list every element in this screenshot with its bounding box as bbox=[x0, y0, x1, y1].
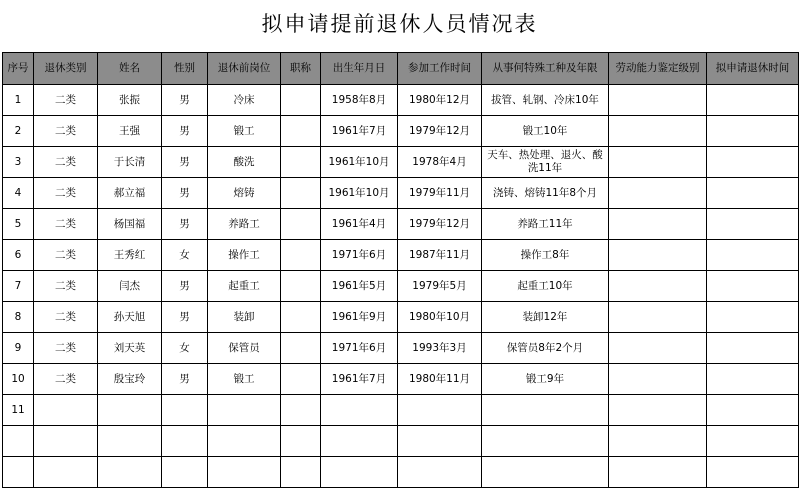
cell-name: 郝立福 bbox=[98, 178, 162, 209]
cell-work-start: 1979年12月 bbox=[398, 116, 482, 147]
table-row bbox=[3, 302, 799, 333]
cell-birth: 1961年10月 bbox=[321, 147, 398, 178]
cell-category: 二类 bbox=[34, 271, 98, 302]
cell-post bbox=[208, 426, 281, 457]
cell-retire-date bbox=[707, 364, 799, 395]
cell-post: 起重工 bbox=[208, 271, 281, 302]
cell-title bbox=[281, 178, 321, 209]
cell-birth bbox=[321, 426, 398, 457]
cell-title bbox=[281, 116, 321, 147]
cell-labor bbox=[609, 178, 707, 209]
cell-work-start bbox=[398, 395, 482, 426]
cell-no: 9 bbox=[3, 333, 34, 364]
cell-category: 二类 bbox=[34, 147, 98, 178]
cell-no: 3 bbox=[3, 147, 34, 178]
cell-retire-date bbox=[707, 209, 799, 240]
cell-special: 操作工8年 bbox=[482, 240, 609, 271]
cell-special: 天车、热处理、退火、酸洗11年 bbox=[482, 147, 609, 178]
cell-retire-date bbox=[707, 395, 799, 426]
cell-category: 二类 bbox=[34, 178, 98, 209]
cell-retire-date bbox=[707, 240, 799, 271]
cell-post: 保管员 bbox=[208, 333, 281, 364]
cell-category: 二类 bbox=[34, 85, 98, 116]
cell-birth: 1961年5月 bbox=[321, 271, 398, 302]
table-row bbox=[3, 147, 799, 178]
col-header-post: 退休前岗位 bbox=[208, 53, 281, 85]
cell-work-start: 1980年11月 bbox=[398, 364, 482, 395]
table-row bbox=[3, 333, 799, 364]
cell-gender: 男 bbox=[162, 85, 208, 116]
cell-gender: 男 bbox=[162, 302, 208, 333]
cell-labor bbox=[609, 333, 707, 364]
table-row bbox=[3, 85, 799, 116]
cell-work-start: 1978年4月 bbox=[398, 147, 482, 178]
cell-work-start: 1987年11月 bbox=[398, 240, 482, 271]
cell-gender: 男 bbox=[162, 178, 208, 209]
cell-labor bbox=[609, 426, 707, 457]
cell-category bbox=[34, 426, 98, 457]
cell-no: 5 bbox=[3, 209, 34, 240]
cell-birth: 1971年6月 bbox=[321, 333, 398, 364]
cell-name: 殷宝玲 bbox=[98, 364, 162, 395]
cell-labor bbox=[609, 364, 707, 395]
col-header-special: 从事何特殊工种及年限 bbox=[482, 53, 609, 85]
cell-special bbox=[482, 426, 609, 457]
cell-birth: 1961年7月 bbox=[321, 364, 398, 395]
cell-no: 2 bbox=[3, 116, 34, 147]
cell-title bbox=[281, 333, 321, 364]
cell-post: 操作工 bbox=[208, 240, 281, 271]
cell-gender bbox=[162, 395, 208, 426]
page-title: 拟申请提前退休人员情况表 bbox=[261, 12, 538, 36]
cell-gender: 男 bbox=[162, 147, 208, 178]
cell-no: 10 bbox=[3, 364, 34, 395]
cell-post: 熔铸 bbox=[208, 178, 281, 209]
cell-work-start: 1980年10月 bbox=[398, 302, 482, 333]
cell-name: 王强 bbox=[98, 116, 162, 147]
cell-retire-date bbox=[707, 302, 799, 333]
cell-retire-date bbox=[707, 178, 799, 209]
cell-category bbox=[34, 457, 98, 488]
cell-special: 保管员8年2个月 bbox=[482, 333, 609, 364]
cell-special: 养路工11年 bbox=[482, 209, 609, 240]
table-row bbox=[3, 178, 799, 209]
cell-labor bbox=[609, 240, 707, 271]
cell-post: 锻工 bbox=[208, 116, 281, 147]
col-header-title: 职称 bbox=[281, 53, 321, 85]
cell-birth: 1961年9月 bbox=[321, 302, 398, 333]
cell-name: 王秀红 bbox=[98, 240, 162, 271]
table-row bbox=[3, 209, 799, 240]
cell-category: 二类 bbox=[34, 240, 98, 271]
cell-no: 7 bbox=[3, 271, 34, 302]
cell-title bbox=[281, 271, 321, 302]
cell-labor bbox=[609, 85, 707, 116]
cell-gender bbox=[162, 426, 208, 457]
cell-special: 起重工10年 bbox=[482, 271, 609, 302]
col-header-category: 退休类别 bbox=[34, 53, 98, 85]
cell-labor bbox=[609, 209, 707, 240]
cell-title bbox=[281, 426, 321, 457]
cell-birth: 1958年8月 bbox=[321, 85, 398, 116]
cell-gender: 男 bbox=[162, 271, 208, 302]
cell-category: 二类 bbox=[34, 116, 98, 147]
cell-birth bbox=[321, 457, 398, 488]
cell-labor bbox=[609, 271, 707, 302]
cell-special: 锻工10年 bbox=[482, 116, 609, 147]
cell-no: 1 bbox=[3, 85, 34, 116]
table-body bbox=[3, 85, 799, 488]
cell-category: 二类 bbox=[34, 209, 98, 240]
cell-name: 闫杰 bbox=[98, 271, 162, 302]
cell-title bbox=[281, 85, 321, 116]
cell-post: 酸洗 bbox=[208, 147, 281, 178]
table-row bbox=[3, 271, 799, 302]
cell-title bbox=[281, 395, 321, 426]
col-header-work-start: 参加工作时间 bbox=[398, 53, 482, 85]
cell-special bbox=[482, 395, 609, 426]
cell-special: 浇铸、熔铸11年8个月 bbox=[482, 178, 609, 209]
cell-no: 4 bbox=[3, 178, 34, 209]
col-header-labor: 劳动能力鉴定级别 bbox=[609, 53, 707, 85]
cell-title bbox=[281, 457, 321, 488]
col-header-birth: 出生年月日 bbox=[321, 53, 398, 85]
cell-gender: 男 bbox=[162, 364, 208, 395]
cell-no: 11 bbox=[3, 395, 34, 426]
cell-name: 杨国福 bbox=[98, 209, 162, 240]
cell-category: 二类 bbox=[34, 364, 98, 395]
cell-work-start: 1979年12月 bbox=[398, 209, 482, 240]
cell-special: 拔管、轧钢、冷床10年 bbox=[482, 85, 609, 116]
cell-retire-date bbox=[707, 116, 799, 147]
cell-birth: 1971年6月 bbox=[321, 240, 398, 271]
cell-no: 8 bbox=[3, 302, 34, 333]
table-row bbox=[3, 364, 799, 395]
cell-name: 张振 bbox=[98, 85, 162, 116]
cell-special: 锻工9年 bbox=[482, 364, 609, 395]
cell-special bbox=[482, 457, 609, 488]
cell-title bbox=[281, 209, 321, 240]
cell-category: 二类 bbox=[34, 302, 98, 333]
cell-retire-date bbox=[707, 85, 799, 116]
cell-no bbox=[3, 426, 34, 457]
cell-post: 锻工 bbox=[208, 364, 281, 395]
cell-post bbox=[208, 457, 281, 488]
cell-category: 二类 bbox=[34, 333, 98, 364]
cell-retire-date bbox=[707, 426, 799, 457]
cell-labor bbox=[609, 302, 707, 333]
cell-gender bbox=[162, 457, 208, 488]
table-row bbox=[3, 116, 799, 147]
col-header-no: 序号 bbox=[3, 53, 34, 85]
cell-post: 养路工 bbox=[208, 209, 281, 240]
retirement-table bbox=[2, 52, 799, 488]
cell-post: 冷床 bbox=[208, 85, 281, 116]
cell-name bbox=[98, 426, 162, 457]
cell-post: 装卸 bbox=[208, 302, 281, 333]
cell-gender: 男 bbox=[162, 209, 208, 240]
cell-name: 于长清 bbox=[98, 147, 162, 178]
table-row bbox=[3, 240, 799, 271]
cell-no: 6 bbox=[3, 240, 34, 271]
cell-labor bbox=[609, 147, 707, 178]
cell-no bbox=[3, 457, 34, 488]
cell-name bbox=[98, 457, 162, 488]
cell-birth: 1961年7月 bbox=[321, 116, 398, 147]
cell-title bbox=[281, 147, 321, 178]
cell-name: 孙天旭 bbox=[98, 302, 162, 333]
cell-birth: 1961年4月 bbox=[321, 209, 398, 240]
cell-special: 装卸12年 bbox=[482, 302, 609, 333]
cell-name: 刘天英 bbox=[98, 333, 162, 364]
col-header-retire-date: 拟申请退休时间 bbox=[707, 53, 799, 85]
cell-retire-date bbox=[707, 457, 799, 488]
cell-post bbox=[208, 395, 281, 426]
table-row bbox=[3, 395, 799, 426]
cell-title bbox=[281, 302, 321, 333]
cell-gender: 女 bbox=[162, 240, 208, 271]
cell-work-start: 1993年3月 bbox=[398, 333, 482, 364]
cell-labor bbox=[609, 116, 707, 147]
cell-labor bbox=[609, 395, 707, 426]
cell-title bbox=[281, 364, 321, 395]
cell-gender: 女 bbox=[162, 333, 208, 364]
table-row bbox=[3, 457, 799, 488]
cell-retire-date bbox=[707, 333, 799, 364]
cell-title bbox=[281, 240, 321, 271]
cell-name bbox=[98, 395, 162, 426]
cell-birth: 1961年10月 bbox=[321, 178, 398, 209]
cell-retire-date bbox=[707, 271, 799, 302]
cell-work-start: 1980年12月 bbox=[398, 85, 482, 116]
col-header-gender: 性别 bbox=[162, 53, 208, 85]
cell-labor bbox=[609, 457, 707, 488]
table-row bbox=[3, 426, 799, 457]
cell-work-start bbox=[398, 457, 482, 488]
cell-retire-date bbox=[707, 147, 799, 178]
cell-work-start: 1979年11月 bbox=[398, 178, 482, 209]
cell-category bbox=[34, 395, 98, 426]
cell-work-start bbox=[398, 426, 482, 457]
cell-birth bbox=[321, 395, 398, 426]
col-header-name: 姓名 bbox=[98, 53, 162, 85]
cell-work-start: 1979年5月 bbox=[398, 271, 482, 302]
cell-gender: 男 bbox=[162, 116, 208, 147]
header-row bbox=[3, 53, 799, 85]
